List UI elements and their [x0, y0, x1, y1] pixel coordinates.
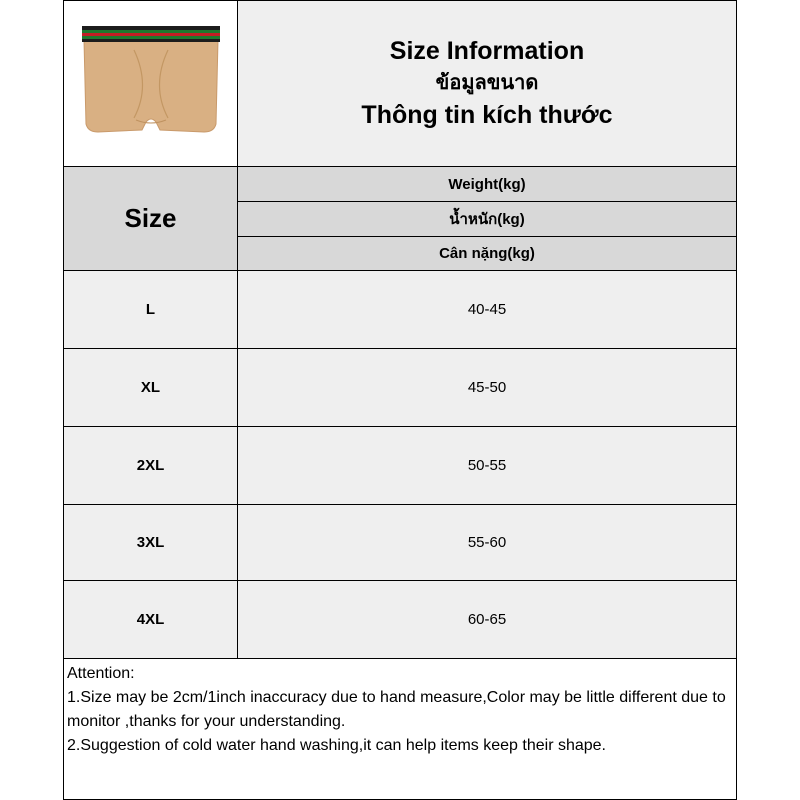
- product-image-cell: [63, 0, 238, 167]
- title-thai: ข้อมูลขนาด: [435, 71, 539, 94]
- size-chart: [63, 0, 737, 800]
- attention-heading: Attention:: [67, 665, 135, 682]
- title-block: [237, 0, 737, 167]
- attention-note-1: 1.Size may be 2cm/1inch inaccuracy due to hand measure,Color may be little different due to monitor ,thanks for your understanding.: [67, 689, 726, 730]
- title-vietnamese: Thông tin kích thước: [361, 100, 613, 129]
- size-column-header: Size: [63, 166, 238, 271]
- weight-cell: 50-55: [237, 426, 737, 505]
- size-cell: 3XL: [63, 504, 238, 581]
- boxer-briefs-icon: [76, 26, 226, 141]
- size-cell: 4XL: [63, 580, 238, 659]
- weight-cell: 40-45: [237, 270, 737, 349]
- weight-header-english: Weight(kg): [237, 166, 737, 202]
- title-english: Size Information: [389, 36, 585, 65]
- attention-note-2: 2.Suggestion of cold water hand washing,it can help items keep their shape.: [67, 737, 606, 754]
- attention-notes: [63, 658, 737, 800]
- size-cell: XL: [63, 348, 238, 427]
- weight-cell: 55-60: [237, 504, 737, 581]
- weight-cell: 45-50: [237, 348, 737, 427]
- weight-cell: 60-65: [237, 580, 737, 659]
- weight-header-vietnamese: Cân nặng(kg): [237, 236, 737, 271]
- size-cell: L: [63, 270, 238, 349]
- size-cell: 2XL: [63, 426, 238, 505]
- weight-header-thai: น้ำหนัก(kg): [237, 201, 737, 237]
